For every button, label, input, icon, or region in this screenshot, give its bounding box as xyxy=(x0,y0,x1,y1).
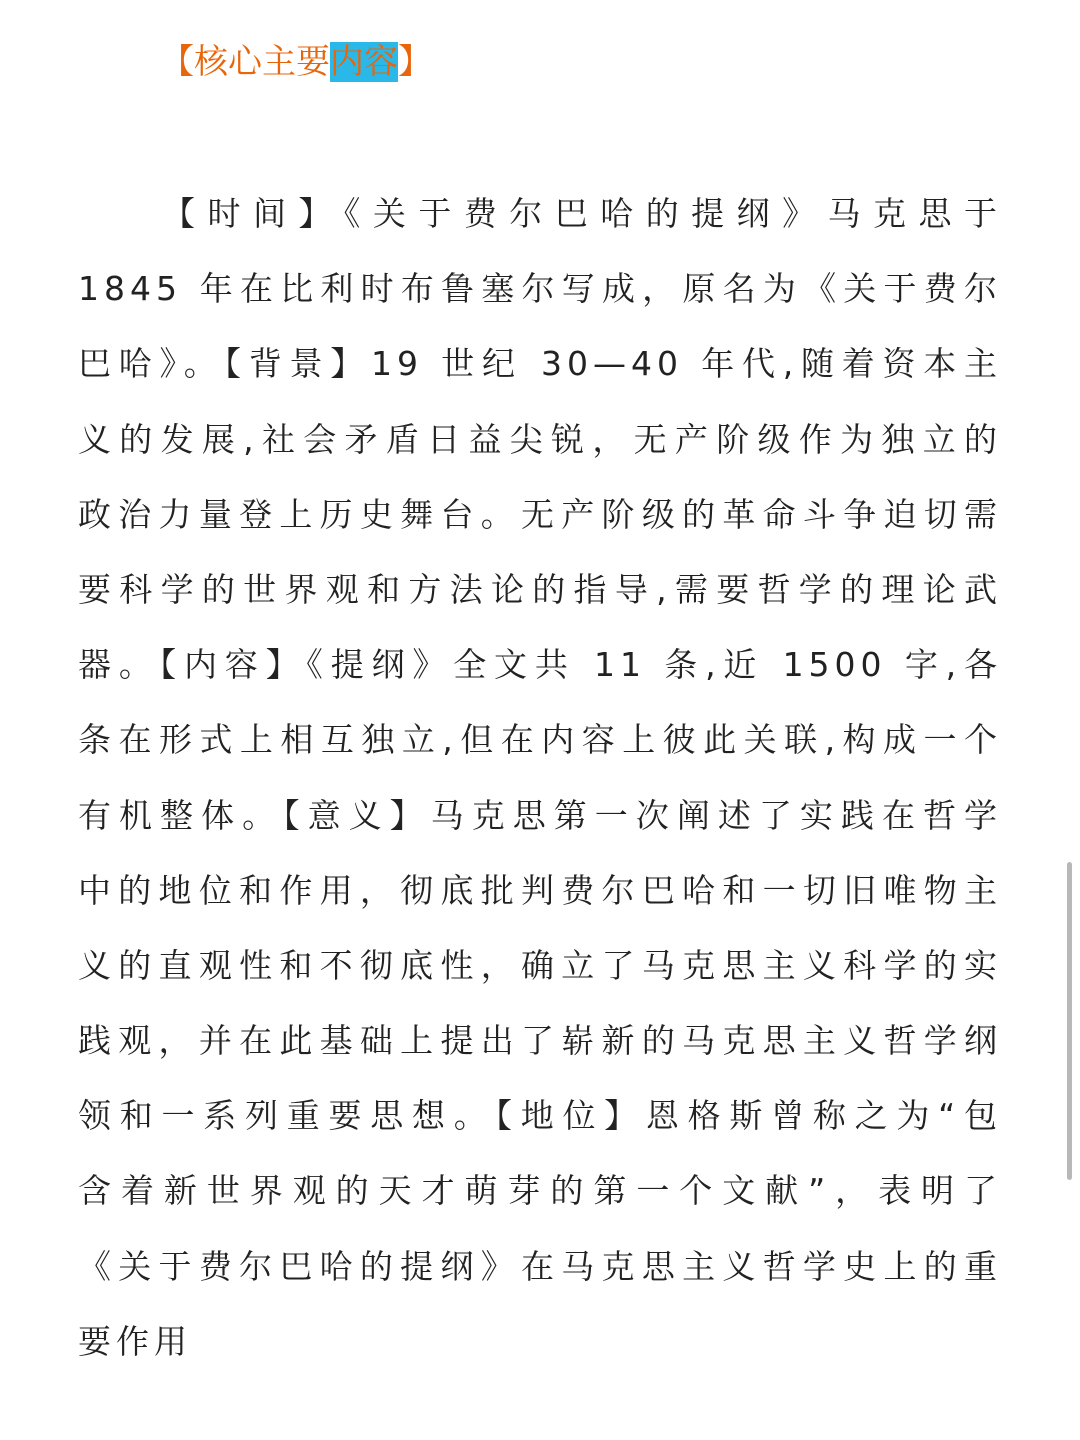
title-prefix: 【核心主要 xyxy=(160,42,330,82)
article-line: 条在形式上相互独立,但在内容上彼此关联,构成一个 xyxy=(78,720,1002,760)
title-highlight: 内容 xyxy=(330,42,398,82)
article-line: 【时间】《关于费尔巴哈的提纲》马克思于 xyxy=(162,194,1002,233)
article-line: 领和一系列重要思想。【地位】恩格斯曾称之为“包 xyxy=(78,1096,1002,1136)
article-line: 义的发展,社会矛盾日益尖锐，无产阶级作为独立的 xyxy=(78,419,1002,459)
article-body xyxy=(78,176,1002,1379)
article-line: 《关于费尔巴哈的提纲》在马克思主义哲学史上的重 xyxy=(78,1246,1002,1286)
article-line: 要科学的世界观和方法论的指导,需要哲学的理论武 xyxy=(78,569,1002,609)
title-suffix: 】 xyxy=(398,42,432,82)
article-line: 含着新世界观的天才萌芽的第一个文献”，表明了 xyxy=(78,1171,1002,1211)
scrollbar[interactable] xyxy=(1067,862,1072,1180)
article-line: 器。【内容】《提纲》全文共 11 条,近 1500 字,各 xyxy=(78,645,1002,685)
section-title xyxy=(160,36,432,88)
article-line: 有机整体。【意义】马克思第一次阐述了实践在哲学 xyxy=(78,795,1002,835)
article-line: 要作用 xyxy=(78,1321,192,1361)
article-line: 政治力量登上历史舞台。无产阶级的革命斗争迫切需 xyxy=(78,494,1002,534)
article-line: 义的直观性和不彻底性，确立了马克思主义科学的实 xyxy=(78,945,1002,985)
article-line: 巴哈》。【背景】19 世纪 30—40 年代,随着资本主 xyxy=(78,344,1002,384)
article-line: 践观，并在此基础上提出了崭新的马克思主义哲学纲 xyxy=(78,1021,1002,1061)
article-line: 中的地位和作用，彻底批判费尔巴哈和一切旧唯物主 xyxy=(78,870,1002,910)
article-line: 1845 年在比利时布鲁塞尔写成，原名为《关于费尔 xyxy=(78,269,1002,309)
